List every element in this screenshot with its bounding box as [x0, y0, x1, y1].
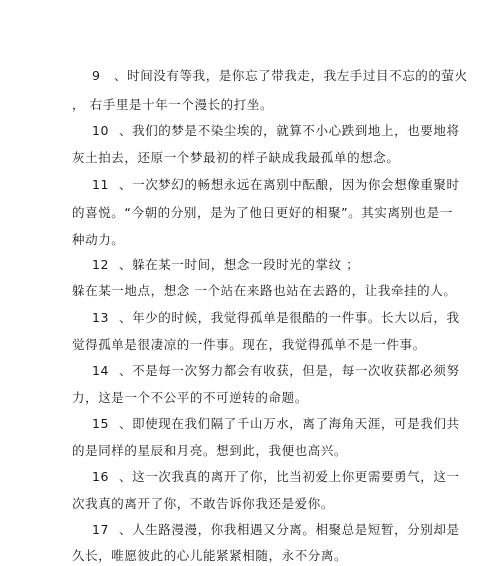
paragraph-number: 12 [92, 257, 110, 272]
paragraph-text: 的是同样的星辰和月亮。想到此，我便也高兴。 [72, 443, 348, 458]
paragraph-number: 16 [92, 469, 110, 484]
paragraph-text: 、人生路漫漫，你我相遇又分离。相聚总是短暂，分别却是 [119, 522, 460, 537]
paragraph-text: 、年少的时候，我觉得孤单是很酷的一件事。长大以后，我 [119, 310, 460, 325]
paragraph-11-line-3 [72, 232, 492, 248]
paragraph-10-line-2 [72, 150, 492, 166]
paragraph-text: 、不是每一次努力都会有收获，但是，每一次收获都必须努 [119, 363, 460, 378]
paragraph-text: 力，这是一个不公平的不可逆转的命题。 [72, 390, 308, 405]
paragraph-10-line-1 [92, 123, 500, 139]
paragraph-number: 17 [92, 522, 110, 537]
paragraph-13-line-1 [92, 310, 500, 326]
paragraph-text: 、这一次我真的离开了你，比当初爱上你更需要勇气，这一 [119, 469, 460, 484]
paragraph-9-line-2 [72, 97, 492, 113]
paragraph-text: 、即使现在我们隔了千山万水，离了海角天涯，可是我们共 [119, 416, 460, 431]
paragraph-text: 的喜悦。“今朝的分别，是为了他日更好的相聚”。其实离别也是一 [72, 205, 453, 220]
paragraph-text: 觉得孤单是很凄凉的一件事。现在，我觉得孤单不是一件事。 [72, 337, 426, 352]
paragraph-14-line-1 [92, 363, 500, 379]
paragraph-text: ， 右手里是十年一个漫长的打坐。 [72, 97, 274, 112]
paragraph-11-line-1 [92, 177, 500, 193]
paragraph-17-line-2 [72, 548, 492, 564]
paragraph-number: 9 [92, 68, 101, 83]
paragraph-16-line-1 [92, 469, 500, 485]
paragraph-15-line-2 [72, 443, 492, 459]
paragraph-text: 躲在某一地点，想念 一个站在来路也站在去路的，让我牵挂的人。 [72, 283, 457, 298]
paragraph-16-line-2 [72, 496, 492, 512]
paragraph-text: 种动力。 [72, 232, 125, 247]
paragraph-number: 11 [92, 177, 110, 192]
paragraph-number: 15 [92, 416, 110, 431]
paragraph-text: 久长，唯愿彼此的心儿能紧紧相随，永不分离。 [72, 548, 348, 563]
paragraph-text: 、躲在某一时间，想念一段时光的掌纹 ； [119, 257, 360, 272]
paragraph-11-line-2 [72, 205, 492, 221]
paragraph-text: 、一次梦幻的畅想永远在离别中酝酿，因为你会想像重聚时 [119, 177, 460, 192]
paragraph-14-line-2 [72, 390, 492, 406]
paragraph-text: 、我们的梦是不染尘埃的，就算不小心跌到地上，也要地将 [119, 123, 460, 138]
paragraph-13-line-2 [72, 337, 492, 353]
paragraph-text: 次我真的离开了你，不敢告诉你我还是爱你。 [72, 496, 335, 511]
paragraph-number: 14 [92, 363, 110, 378]
paragraph-9-line-1 [92, 68, 500, 84]
paragraph-text: 、时间没有等我，是你忘了带我走，我左手过目不忘的的萤火 [114, 68, 468, 83]
paragraph-text: 灰土拍去，还原一个梦最初的样子缺成我最孤单的想念。 [72, 150, 400, 165]
paragraph-17-line-1 [92, 522, 500, 538]
paragraph-number: 13 [92, 310, 110, 325]
paragraph-number: 10 [92, 123, 110, 138]
paragraph-12-line-2 [72, 283, 492, 299]
paragraph-15-line-1 [92, 416, 500, 432]
paragraph-12-line-1 [92, 257, 500, 273]
